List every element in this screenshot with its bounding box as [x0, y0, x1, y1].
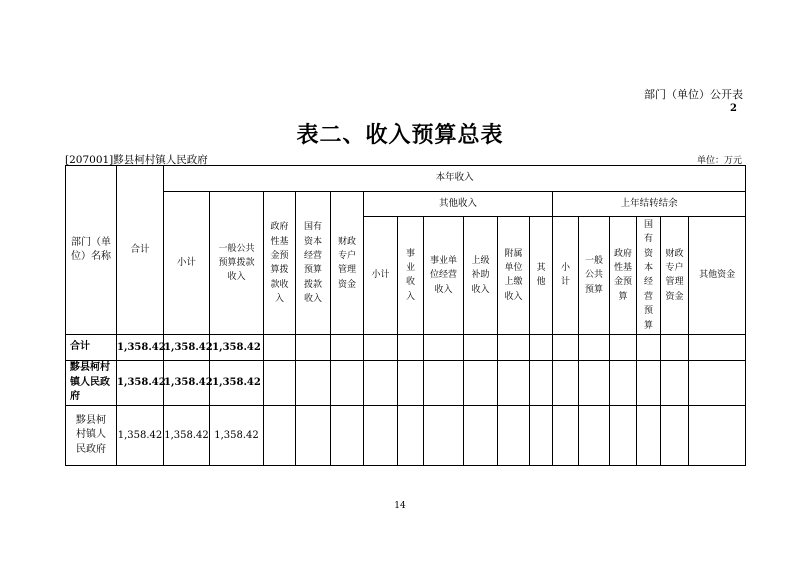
header-carryover-general-public: 一般公共预算 [579, 216, 610, 335]
header-dept-name: 部门（单位）名称 [66, 166, 117, 335]
header-carryover-gov-fund: 政府性基金预算 [610, 216, 637, 335]
unit-label: 单位：万元 [696, 156, 742, 166]
row-name: 合计 [66, 335, 117, 360]
header-other: 其他 [530, 216, 553, 335]
row-general-public: 1,358.42 [210, 335, 264, 360]
header-fiscal-special-account: 财政专户管理资金 [331, 192, 364, 335]
header-carryover-other-funds: 其他资金 [689, 216, 746, 335]
organization-name: [207001]黟县柯村镇人民政府 [65, 154, 208, 166]
income-budget-table [65, 165, 746, 466]
header-prior-year-carryover: 上年结转结余 [553, 192, 746, 216]
header-total: 合计 [117, 166, 164, 335]
row-subtotal: 1,358.42 [164, 360, 210, 406]
row-total: 1,358.42 [117, 406, 164, 466]
table-number: 2 [730, 103, 737, 114]
header-subtotal: 小计 [164, 192, 210, 335]
row-general-public: 1,358.42 [210, 360, 264, 406]
row-total: 1,358.42 [117, 335, 164, 360]
row-total: 1,358.42 [117, 360, 164, 406]
header-business-income: 事业收入 [398, 216, 424, 335]
page-number: 14 [394, 501, 406, 511]
row-name: 黟县柯村镇人民政府 [66, 406, 117, 466]
table-row [66, 335, 746, 360]
page-title: 表二、收入预算总表 [296, 122, 504, 148]
header-this-year-income: 本年收入 [164, 166, 746, 192]
header-general-public-budget: 一般公共预算拨款收入 [210, 192, 264, 335]
header-affiliated-unit-income: 附属单位上缴收入 [498, 216, 530, 335]
header-business-unit-income: 事业单位经营收入 [424, 216, 464, 335]
row-general-public: 1,358.42 [210, 406, 264, 466]
header-other-subtotal: 小计 [364, 216, 398, 335]
header-other-income: 其他收入 [364, 192, 553, 216]
table-series-label: 部门（单位）公开表 [644, 88, 743, 101]
table-row [66, 360, 746, 406]
header-carryover-subtotal: 小计 [553, 216, 579, 335]
row-subtotal: 1,358.42 [164, 406, 210, 466]
header-gov-fund-budget: 政府性基金预算拨款收入 [264, 192, 296, 335]
header-carryover-fiscal-special: 财政专户管理资金 [661, 216, 689, 335]
header-state-capital-budget: 国有资本经营预算拨款收入 [296, 192, 331, 335]
header-carryover-state-capital: 国有资本经营预算 [637, 216, 661, 335]
row-name: 黟县柯村镇人民政府 [66, 360, 117, 406]
header-superior-subsidy: 上级补助收入 [464, 216, 498, 335]
row-subtotal: 1,358.42 [164, 335, 210, 360]
table-row [66, 406, 746, 466]
